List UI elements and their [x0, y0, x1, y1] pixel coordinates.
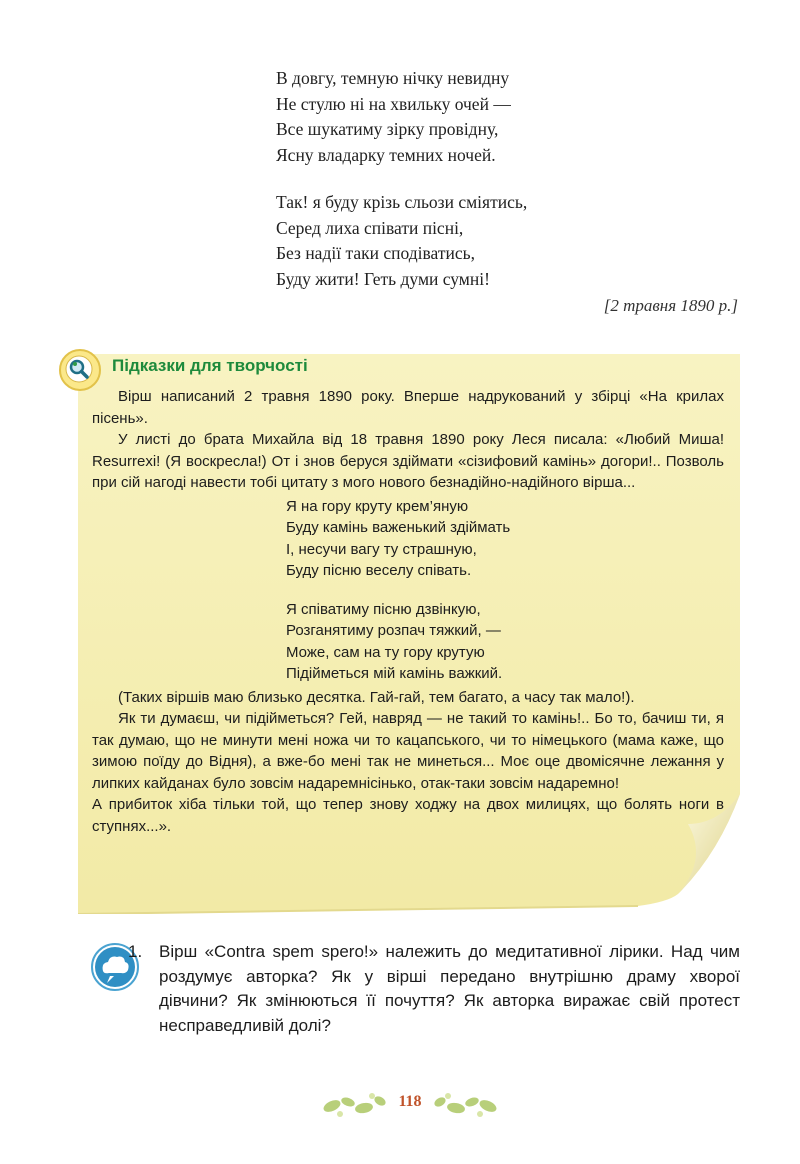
poem-line: Все шукатиму зірку провідну, — [276, 119, 499, 139]
poem-line: Ясну владарку темних ночей. — [276, 144, 496, 165]
verse-line: Розганятиму розпач тяжкий, — — [286, 622, 501, 639]
hints-paragraph: А прибиток хіба тільки той, що тепер знову ходжу на двох милицях, що болять ноги в ступнях...». — [92, 796, 724, 835]
poem-block — [276, 66, 527, 292]
question-item — [128, 940, 740, 1038]
verse-line: Підійметься мій камінь важкий. — [286, 665, 503, 682]
quoted-verse — [286, 496, 724, 685]
hints-text — [92, 386, 724, 837]
page-number: 118 — [398, 1093, 422, 1110]
poem-line: Серед лиха співати пісні, — [276, 217, 464, 238]
question-text: Вірш «Contra spem spero!» належить до медитативної лірики. Над чим роздумує авторка? Як у вірші передано внутрішню драму хворої дівчини? Як змінюються її почуття? Як авторка виражає свій протест несправедливій долі? — [159, 942, 740, 1035]
verse-line: Буду пісню веселу співать. — [286, 562, 472, 579]
stanza-gap — [276, 168, 527, 190]
verse-line: І, несучи вагу ту страшную, — [286, 540, 477, 558]
question-number: 1. — [128, 942, 143, 961]
hints-paragraph: (Таких віршів маю близько десятка. Гай-гай, тем багато, а часу так мало!). — [118, 688, 635, 706]
verse-line: Буду камінь важенький здіймать — [286, 519, 511, 536]
poem-line: Так! я буду крізь сльози сміятись, — [276, 192, 528, 212]
poem-line: В довгу, темную нічку невидну — [276, 68, 510, 88]
poem-line: Не стулю ні на хвильку очей — — [276, 93, 511, 114]
verse-line: Я співатиму пісню дзвінкую, — [286, 600, 481, 618]
poem-line: Без надії таки сподіватись, — [276, 243, 475, 263]
hints-title: Підказки для творчості — [112, 356, 308, 375]
poem-line: Буду жити! Геть думи сумні! — [276, 268, 490, 289]
hints-paragraph: Вірш написаний 2 травня 1890 року. Вперше надрукований у збірці «На крилах пісень». — [92, 388, 724, 427]
poem-date: [2 травня 1890 р.] — [603, 296, 738, 315]
hints-paragraph: У листі до брата Михайла від 18 травня 1890 року Леся писала: «Любий Миша! Resurrexi! (Я воскресла!) От і знов беруся здіймати «сізифовий камінь» догори!.. Позволь при сій нагоді навести тобі цитату з мого нового безнадійно-надійного вірша... — [92, 431, 724, 491]
hints-paragraph: Як ти думаєш, чи підійметься? Гей, навряд — не такий то камінь!.. Бо то, бачиш ти, я так думаю, що не минути мені ножа чи то кацапського, чи то німецького (мама каже, що зимою поїду до Відня), а вже-бо мені так не минеться... Моє оце двомісячне лежання у липких кайданах було зовсім надаремнісінько, отак-таки зовсім надаремно! — [92, 710, 724, 792]
verse-line: Може, сам на ту гору крутую — [286, 643, 485, 661]
verse-gap — [286, 582, 724, 599]
verse-line: Я на гору круту крем’яную — [286, 497, 469, 515]
